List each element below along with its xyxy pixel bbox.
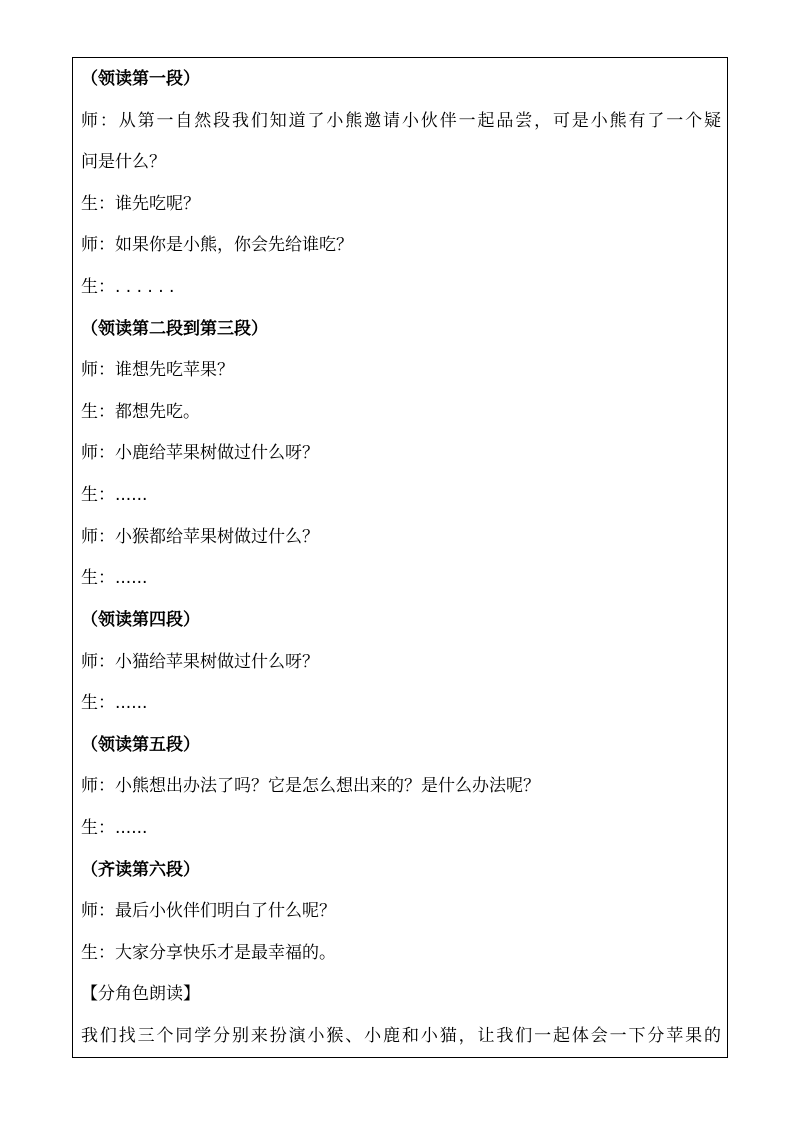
section-heading: 【分角色朗读】 [81,984,200,1004]
teacher-line: 师：谁想先吃苹果？ [81,360,234,380]
student-line: 生：. . . . . . [81,277,175,297]
section-heading: （领读第二段到第三段） [81,319,268,339]
teacher-line: 师：小鹿给苹果树做过什么呀？ [81,443,319,463]
student-line: 生：...... [81,568,148,588]
teacher-line: 师：最后小伙伴们明白了什么呢？ [81,901,336,921]
section-heading: （齐读第六段） [81,860,200,880]
section-heading: （领读第四段） [81,610,200,630]
teacher-line: 师：小猴都给苹果树做过什么？ [81,527,319,547]
teacher-line: 师：从第一自然段我们知道了小熊邀请小伙伴一起品尝，可是小熊有了一个疑 [81,111,721,131]
student-line: 生：...... [81,693,148,713]
section-heading: （领读第五段） [81,735,200,755]
student-line: 生：大家分享快乐才是最幸福的。 [81,943,336,963]
lesson-plan-box [72,57,728,1058]
section-heading: （领读第一段） [81,69,200,89]
teacher-line: 师：如果你是小熊，你会先给谁吃？ [81,235,353,255]
teacher-line: 师：小熊想出办法了吗？它是怎么想出来的？是什么办法呢？ [81,776,540,796]
student-line: 生：都想先吃。 [81,402,200,422]
paragraph-line: 我们找三个同学分别来扮演小猴、小鹿和小猫，让我们一起体会一下分苹果的 [81,1026,721,1046]
student-line: 生：...... [81,485,148,505]
student-line: 生：谁先吃呢？ [81,194,200,214]
student-line: 生：...... [81,818,148,838]
teacher-line: 师：小猫给苹果树做过什么呀？ [81,652,319,672]
teacher-line-continued: 问是什么？ [81,152,166,172]
